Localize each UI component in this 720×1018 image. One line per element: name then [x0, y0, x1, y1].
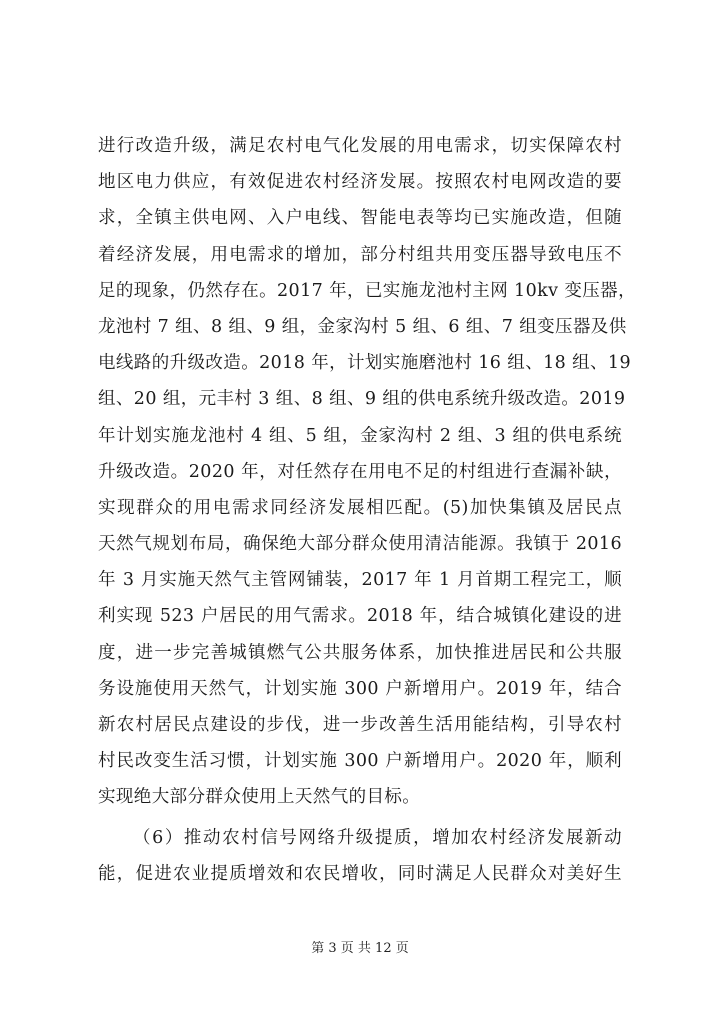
text-line: 实现绝大部分群众使用上天然气的目标。 — [98, 787, 421, 808]
body-text — [98, 128, 636, 892]
text-line: 村民改变生活习惯，计划实施 300 户新增用户。2020 年，顺利 — [98, 751, 622, 772]
text-line: 进行改造升级，满足农村电气化发展的用电需求，切实保障农村 — [98, 136, 622, 156]
text-line: 天然气规划布局，确保绝大部分群众使用清洁能源。我镇于 2016 — [98, 534, 622, 555]
text-line: 实现群众的用电需求同经济发展相匹配。(5)加快集镇及居民点 — [98, 497, 622, 518]
text-line: 电线路的升级改造。2018 年，计划实施磨池村 16 组、18 组、19 — [98, 353, 631, 374]
text-line: 升级改造。2020 年，对任然存在用电不足的村组进行查漏补缺， — [98, 461, 622, 482]
text-line: 新农村居民点建设的步伐，进一步改善生活用能结构，引导农村 — [98, 715, 622, 735]
text-line: 龙池村 7 组、8 组、9 组，金家沟村 5 组、6 组、7 组变压器及供 — [98, 316, 627, 337]
text-line: 求，全镇主供电网、入户电线、智能电表等均已实施改造，但随 — [98, 208, 622, 229]
text-line: 年计划实施龙池村 4 组、5 组，金家沟村 2 组、3 组的供电系统 — [98, 425, 622, 446]
text-line: 能，促进农业提质增效和农民增收，同时满足人民群众对美好生 — [98, 863, 622, 884]
text-line: （6）推动农村信号网络升级提质，增加农村经济发展新动 — [133, 827, 622, 848]
text-line: 务设施使用天然气，计划实施 300 户新增用户。2019 年，结合 — [98, 678, 622, 699]
text-line: 利实现 523 户居民的用气需求。2018 年，结合城镇化建设的进 — [98, 606, 622, 627]
text-line: 着经济发展，用电需求的增加，部分村组共用变压器导致电压不 — [98, 244, 622, 265]
page-number-footer: 第 3 页 共 12 页 — [311, 941, 409, 956]
text-line: 地区电力供应，有效促进农村经济发展。按照农村电网改造的要 — [98, 172, 622, 193]
text-line: 组、20 组，元丰村 3 组、8 组、9 组的供电系统升级改造。2019 — [98, 389, 626, 410]
paragraph-6 — [98, 820, 622, 892]
paragraph-5 — [98, 128, 636, 816]
text-line: 足的现象，仍然存在。2017 年，已实施龙池村主网 10kv 变压器， — [98, 280, 636, 301]
text-line: 度，进一步完善城镇燃气公共服务体系，加快推进居民和公共服 — [98, 642, 622, 663]
text-line: 年 3 月实施天然气主管网铺装，2017 年 1 月首期工程完工，顺 — [98, 570, 622, 591]
